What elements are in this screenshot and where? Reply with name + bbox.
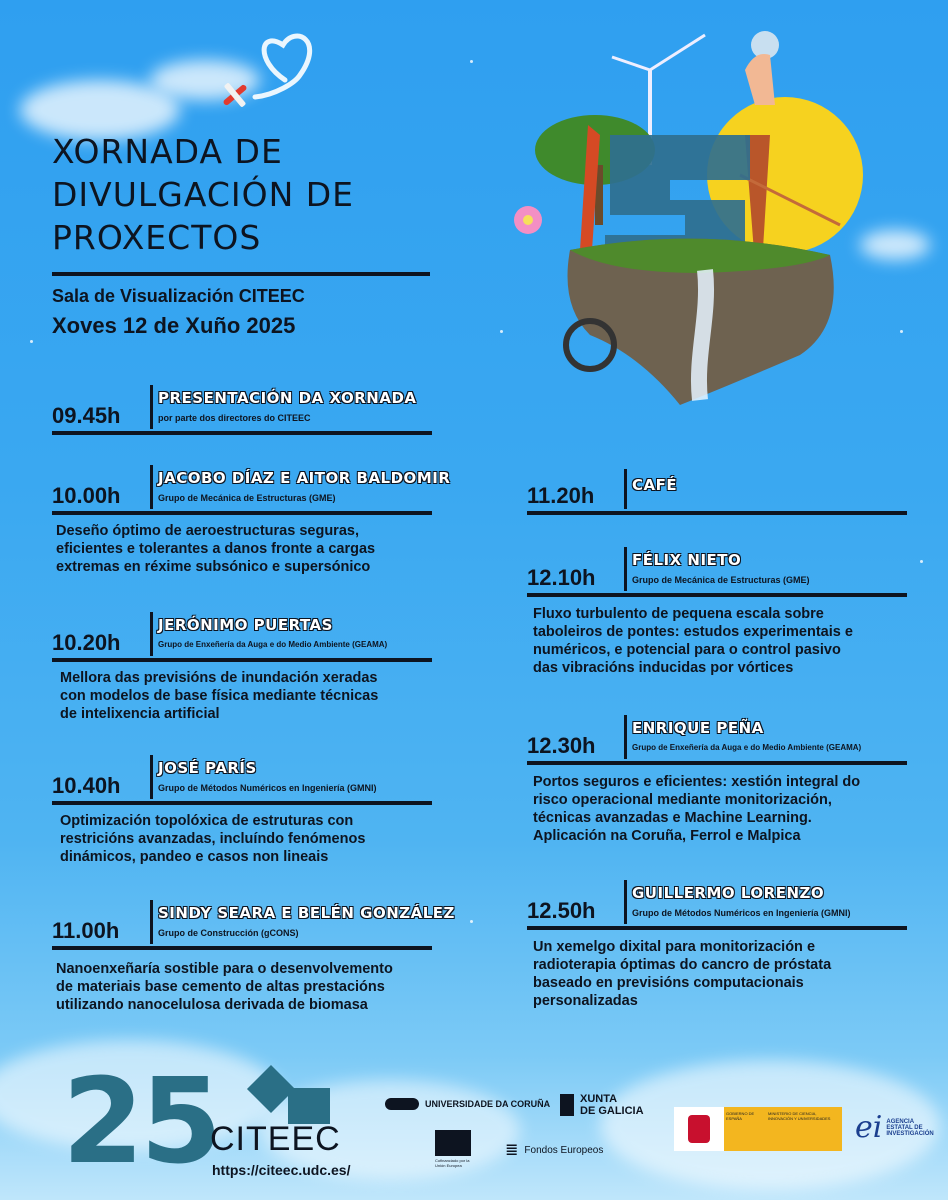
plane-heart-illustration — [215, 25, 345, 115]
session-group: Grupo de Mecánica de Estructuras (GME) — [632, 575, 810, 585]
session-time: 10.40h — [52, 773, 121, 798]
session-time: 10.00h — [52, 483, 121, 508]
fondos-label: Fondos Europeos — [524, 1144, 604, 1156]
island-illustration — [500, 25, 900, 415]
xunta-logo — [560, 1093, 644, 1117]
session-time: 10.20h — [52, 630, 121, 655]
description-line: Deseño óptimo de aeroestructuras seguras, — [56, 523, 359, 539]
session-description — [56, 522, 446, 576]
session-description — [56, 960, 456, 1014]
aei-emblem-icon: ei — [855, 1110, 883, 1145]
star — [470, 920, 473, 923]
xunta-line: XUNTA — [580, 1093, 618, 1105]
description-line: risco operacional mediante monitorización, — [533, 792, 832, 808]
session-description — [533, 605, 933, 677]
session-1000 — [52, 465, 451, 515]
session-divider — [624, 469, 627, 509]
logo-square — [288, 1088, 330, 1124]
session-divider — [624, 547, 627, 591]
description-line: baseado en previsións computacionais — [533, 975, 804, 991]
session-time: 12.30h — [527, 733, 596, 758]
session-speaker: JACOBO DÍAZ E AITOR BALDOMIR — [158, 469, 451, 487]
xunta-emblem-icon — [560, 1094, 574, 1116]
aei-logo — [855, 1110, 934, 1145]
venue: Sala de Visualización CITEEC — [52, 286, 305, 306]
title-line: PROXECTOS — [52, 218, 262, 257]
aei-label: AGENCIA ESTATAL DE INVESTIGACIÓN — [886, 1118, 934, 1137]
session-time: 11.00h — [52, 918, 120, 943]
description-line: radioterapia óptimas do cancro de próstata — [533, 957, 832, 973]
session-divider — [624, 880, 627, 924]
session-divider — [150, 612, 153, 656]
description-line: extremas en réxime subsónico e supersónico — [56, 559, 371, 575]
session-group: Grupo de Mecánica de Estructuras (GME) — [158, 493, 336, 503]
description-line: numéricos, e potencial para o control pasivo — [533, 642, 841, 658]
session-time: 09.45h — [52, 403, 121, 428]
description-line: taboleiros de pontes: estudos experimentais e — [533, 624, 853, 640]
eu-logo — [435, 1130, 475, 1168]
session-1250 — [527, 880, 907, 930]
description-line: Aplicación na Coruña, Ferrol e Malpica — [533, 828, 801, 844]
session-speaker: JOSÉ PARÍS — [158, 759, 257, 777]
description-line: utilizando nanocelulosa derivada de biomasa — [56, 997, 368, 1013]
fondos-emblem-icon: ≣ — [505, 1142, 519, 1159]
description-line: restricións avanzadas, incluíndo fenómenos — [60, 831, 366, 847]
star — [470, 60, 473, 63]
description-line: das vibracións inducidas por vórtices — [533, 660, 794, 676]
logo-number: 25 — [62, 1052, 219, 1190]
session-1100 — [52, 900, 455, 950]
session-time: 12.50h — [527, 898, 596, 923]
session-speaker: JERÓNIMO PUERTAS — [158, 616, 333, 634]
session-0945 — [52, 385, 432, 435]
description-line: Portos seguros e eficientes: xestión integral do — [533, 774, 861, 790]
session-1120 — [527, 470, 907, 515]
website-link[interactable]: https://citeec.udc.es/ — [212, 1162, 351, 1178]
session-rule — [52, 658, 432, 662]
session-1210 — [527, 547, 907, 597]
session-group: Grupo de Enxeñería da Auga e do Medio Ambiente (GEAMA) — [632, 743, 862, 752]
session-group: Grupo de Métodos Numéricos en Ingeniería (GMNI) — [158, 783, 377, 793]
event-title — [52, 130, 432, 259]
session-rule — [527, 593, 907, 597]
star — [920, 560, 923, 563]
session-speaker: SINDY SEARA E BELÉN GONZÁLEZ — [158, 904, 455, 922]
description-line: Un xemelgo dixital para monitorización e — [533, 939, 816, 955]
spain-ministry-logo — [674, 1107, 842, 1151]
session-group: Grupo de Construcción (gCONS) — [158, 928, 299, 938]
gobierno-label: GOBIERNO DE ESPAÑA — [726, 1111, 755, 1121]
title-line: XORNADA DE — [52, 132, 283, 171]
description-line: personalizadas — [533, 993, 638, 1009]
session-divider — [624, 715, 627, 759]
session-description — [60, 669, 450, 723]
session-description — [60, 812, 450, 866]
session-speaker: CAFÉ — [632, 476, 678, 494]
description-line: de materiais base cemento de altas prestacións — [56, 979, 385, 995]
description-line: dinámicos, pandeo e casos non lineais — [60, 849, 329, 865]
session-group: Grupo de Enxeñería da Auga e do Medio Ambiente (GEAMA) — [158, 640, 388, 649]
session-description — [533, 773, 933, 845]
session-1230 — [527, 715, 907, 765]
description-line: Optimización topolóxica de estruturas con — [60, 813, 354, 829]
fondos-logo — [505, 1140, 603, 1160]
session-group: por parte dos directores do CITEEC — [158, 413, 311, 423]
eu-flag-icon — [435, 1130, 471, 1156]
description-line: Fluxo turbulento de pequena escala sobre — [533, 606, 824, 622]
session-rule — [527, 511, 907, 515]
eu-caption: Cofinanciado por la Unión Europea — [435, 1158, 470, 1168]
session-rule — [52, 511, 432, 515]
session-divider — [150, 385, 153, 429]
spain-crest-icon — [674, 1107, 724, 1151]
session-speaker: FÉLIX NIETO — [632, 551, 742, 569]
session-rule — [527, 926, 907, 930]
title-divider — [52, 272, 430, 276]
session-time: 12.10h — [527, 565, 596, 590]
session-1040 — [52, 755, 432, 805]
session-speaker: PRESENTACIÓN DA XORNADA — [158, 389, 417, 407]
session-rule — [527, 761, 907, 765]
session-speaker: ENRIQUE PEÑA — [632, 719, 764, 737]
session-rule — [52, 431, 432, 435]
description-line: eficientes e tolerantes a danos fronte a cargas — [56, 541, 376, 557]
udc-label: UNIVERSIDADE DA CORUÑA — [425, 1099, 551, 1109]
udc-emblem-icon — [385, 1098, 419, 1110]
event-date: Xoves 12 de Xuño 2025 — [52, 313, 296, 338]
xunta-line: DE GALICIA — [580, 1105, 644, 1117]
session-rule — [52, 946, 432, 950]
session-1020 — [52, 612, 432, 662]
description-line: técnicas avanzadas e Machine Learning. — [533, 810, 812, 826]
description-line: Mellora das previsións de inundación xeradas — [60, 670, 378, 686]
session-time: 11.20h — [527, 483, 595, 508]
session-divider — [150, 465, 153, 509]
description-line: Nanoenxeñaría sostible para o desenvolvemento — [56, 961, 393, 977]
star — [900, 330, 903, 333]
description-line: con modelos de base física mediante técnicas — [60, 688, 379, 704]
session-rule — [52, 801, 432, 805]
session-speaker: GUILLERMO LORENZO — [632, 884, 825, 902]
ministerio-label: MINISTERIO DE CIENCIA, INNOVACIÓN Y UNIVERSIDADES — [768, 1111, 831, 1121]
udc-logo — [385, 1098, 550, 1110]
session-divider — [150, 755, 153, 799]
star — [30, 340, 33, 343]
session-group: Grupo de Métodos Numéricos en Ingeniería (GMNI) — [632, 908, 851, 918]
session-divider — [150, 900, 153, 944]
title-line: DIVULGACIÓN DE — [52, 175, 355, 214]
logo-text: CITEEC — [210, 1120, 341, 1158]
session-description — [533, 938, 933, 1010]
description-line: de intelixencia artificial — [60, 706, 220, 722]
